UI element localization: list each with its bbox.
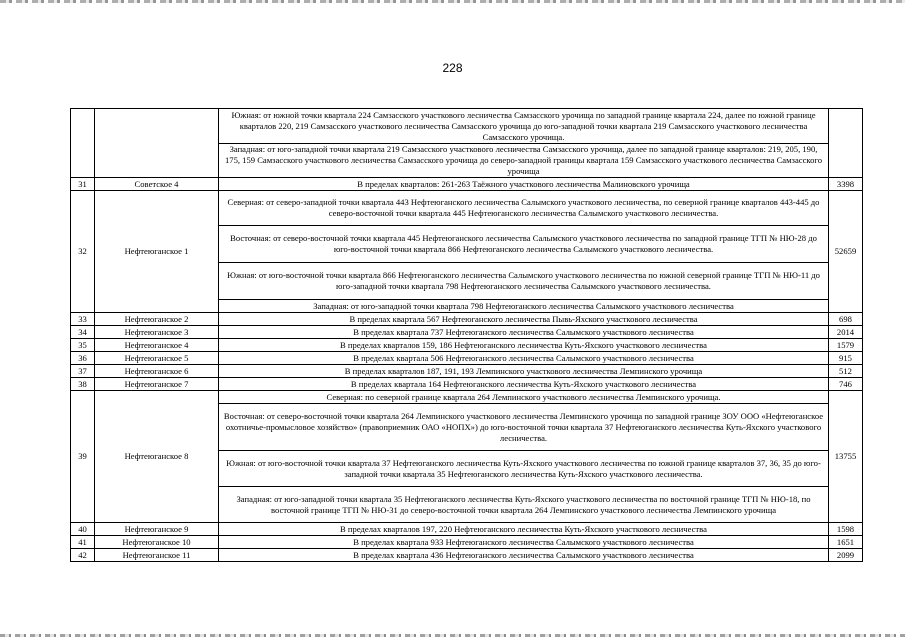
area-cell: 698	[829, 313, 863, 326]
scan-edge-top	[0, 0, 905, 3]
border-description-cell: В пределах квартала 737 Нефтеюганского лесничества Салымского участкового лесничества	[219, 326, 829, 339]
border-description-cell: В пределах квартала 436 Нефтеюганского лесничества Салымского участкового лесничества	[219, 549, 829, 562]
row-number-cell: 34	[71, 326, 95, 339]
ground-name-cell: Нефтеюганское 5	[95, 352, 219, 365]
area-cell: 52659	[829, 191, 863, 313]
ground-name-cell: Нефтеюганское 9	[95, 523, 219, 536]
border-description-cell: Южная: от юго-восточной точки квартала 37 Нефтеюганского лесничества Куть-Яхского участкового лесничества по южной границе кварталов 37, 36, 35 до юго-западной точки квартала 35 Нефтеюганского лесничества Куть-Яхского участкового лесничества.	[219, 451, 829, 487]
table-row	[71, 339, 863, 352]
ground-name-cell: Советское 4	[95, 178, 219, 191]
area-cell	[829, 109, 863, 178]
ground-name-cell: Нефтеюганское 2	[95, 313, 219, 326]
area-cell: 2014	[829, 326, 863, 339]
border-description-cell: Южная: от юго-восточной точки квартала 866 Нефтеюганского лесничества Салымского участкового лесничества по южной северной границе ТГП № НЮ-11 до юго-западной точки квартала 798 Нефтеюганского лесничества Салымского участкового лесничества.	[219, 263, 829, 300]
table-row	[71, 178, 863, 191]
border-description-cell: Западная: от юго-западной точки квартала 798 Нефтеюганского лесничества Салымского участкового лесничества	[219, 300, 829, 313]
border-description-cell: В пределах кварталов 187, 191, 193 Лемпинского участкового лесничества Лемпинского урочища	[219, 365, 829, 378]
table-row	[71, 536, 863, 549]
row-number-cell: 36	[71, 352, 95, 365]
area-cell: 1651	[829, 536, 863, 549]
row-number-cell: 33	[71, 313, 95, 326]
border-description-cell: В пределах кварталов 197, 220 Нефтеюганского лесничества Куть-Яхского участкового лесничества	[219, 523, 829, 536]
hunting-grounds-table	[70, 108, 863, 562]
area-cell: 1598	[829, 523, 863, 536]
table-row	[71, 523, 863, 536]
ground-name-cell: Нефтеюганское 11	[95, 549, 219, 562]
row-number-cell: 32	[71, 191, 95, 313]
table-row	[71, 549, 863, 562]
row-number-cell	[71, 109, 95, 178]
area-cell: 2099	[829, 549, 863, 562]
border-description-cell: В пределах квартала 567 Нефтеюганского лесничества Пывь-Яхского участкового лесничества	[219, 313, 829, 326]
area-cell: 3398	[829, 178, 863, 191]
border-description-cell: Восточная: от северо-восточной точки квартала 264 Лемпинского участкового лесничества Лемпинского урочища по западной границе ЗОУ ООО «Нефтеюганское охотничье-промысловое хозяйство» (правоприемник ОАО «НОПХ») до юго-восточной точки квартала 37 Нефтеюганского лесничества Куть-Яхского участкового лесничества.	[219, 404, 829, 451]
table-row	[71, 313, 863, 326]
border-description-cell: Западная: от юго-западной точки квартала 35 Нефтеюганского лесничества Куть-Яхского участкового лесничества по восточной границе ТГП № НЮ-18, по восточной границе ТГП № НЮ-31 до северо-восточной точки квартала 264 Лемпинского участкового лесничества Лемпинского урочища	[219, 487, 829, 523]
border-description-cell: В пределах квартала 506 Нефтеюганского лесничества Салымского участкового лесничества	[219, 352, 829, 365]
border-description-cell: Южная: от южной точки квартала 224 Самзасского участкового лесничества Самзасского урочища по западной границе квартала 224, далее по южной границе кварталов 220, 219 Самзасского участкового лесничества Самзасского урочища до юго-западной точки квартала 219 Самзасского участкового лесничества Самзасского урочища.	[219, 109, 829, 144]
table-row	[71, 326, 863, 339]
border-description-cell: В пределах кварталов 159, 186 Нефтеюганского лесничества Куть-Яхского участкового лесничества	[219, 339, 829, 352]
border-description-cell: В пределах кварталов: 261-263 Таёжного участкового лесничества Малиновского урочища	[219, 178, 829, 191]
page-number: 228	[442, 61, 463, 75]
table-body	[71, 109, 863, 562]
scan-edge-bottom	[0, 634, 905, 637]
row-number-cell: 38	[71, 378, 95, 391]
row-number-cell: 35	[71, 339, 95, 352]
row-number-cell: 39	[71, 391, 95, 523]
area-cell: 915	[829, 352, 863, 365]
ground-name-cell: Нефтеюганское 8	[95, 391, 219, 523]
border-description-cell: Западная: от юго-западной точки квартала 219 Самзасского участкового лесничества Самзасского урочища, далее по западной границе кварталов: 219, 205, 190, 175, 159 Самзасского участкового лесничества Самзасского урочища до северо-западной границы квартала 159 Самзасского участкового лесничества Самзасского урочища	[219, 144, 829, 178]
ground-name-cell	[95, 109, 219, 178]
border-description-cell: Северная: от северо-западной точки квартала 443 Нефтеюганского лесничества Салымского участкового лесничества, по северной границе кварталов 443-445 до северо-восточной точки квартала 445 Нефтеюганского лесничества Салымского участкового лесничества.	[219, 191, 829, 226]
ground-name-cell: Нефтеюганское 10	[95, 536, 219, 549]
area-cell: 1579	[829, 339, 863, 352]
border-description-cell: В пределах квартала 933 Нефтеюганского лесничества Салымского участкового лесничества	[219, 536, 829, 549]
ground-name-cell: Нефтеюганское 3	[95, 326, 219, 339]
table-row	[71, 109, 863, 144]
table-row	[71, 365, 863, 378]
row-number-cell: 31	[71, 178, 95, 191]
border-description-cell: Северная: по северной границе квартала 264 Лемпинского участкового лесничества Лемпинского урочища.	[219, 391, 829, 404]
area-cell: 746	[829, 378, 863, 391]
table-row	[71, 191, 863, 226]
row-number-cell: 42	[71, 549, 95, 562]
ground-name-cell: Нефтеюганское 4	[95, 339, 219, 352]
ground-name-cell: Нефтеюганское 7	[95, 378, 219, 391]
area-cell: 13755	[829, 391, 863, 523]
row-number-cell: 40	[71, 523, 95, 536]
ground-name-cell: Нефтеюганское 1	[95, 191, 219, 313]
row-number-cell: 41	[71, 536, 95, 549]
ground-name-cell: Нефтеюганское 6	[95, 365, 219, 378]
border-description-cell: В пределах квартала 164 Нефтеюганского лесничества Куть-Яхского участкового лесничества	[219, 378, 829, 391]
table-row	[71, 378, 863, 391]
table-row	[71, 391, 863, 404]
area-cell: 512	[829, 365, 863, 378]
row-number-cell: 37	[71, 365, 95, 378]
border-description-cell: Восточная: от северо-восточной точки квартала 445 Нефтеюганского лесничества Салымского участкового лесничества по западной границе ТГП № НЮ-28 до юго-восточной точки квартала 866 Нефтеюганского лесничества Салымского участкового лесничества.	[219, 226, 829, 263]
table-row	[71, 352, 863, 365]
